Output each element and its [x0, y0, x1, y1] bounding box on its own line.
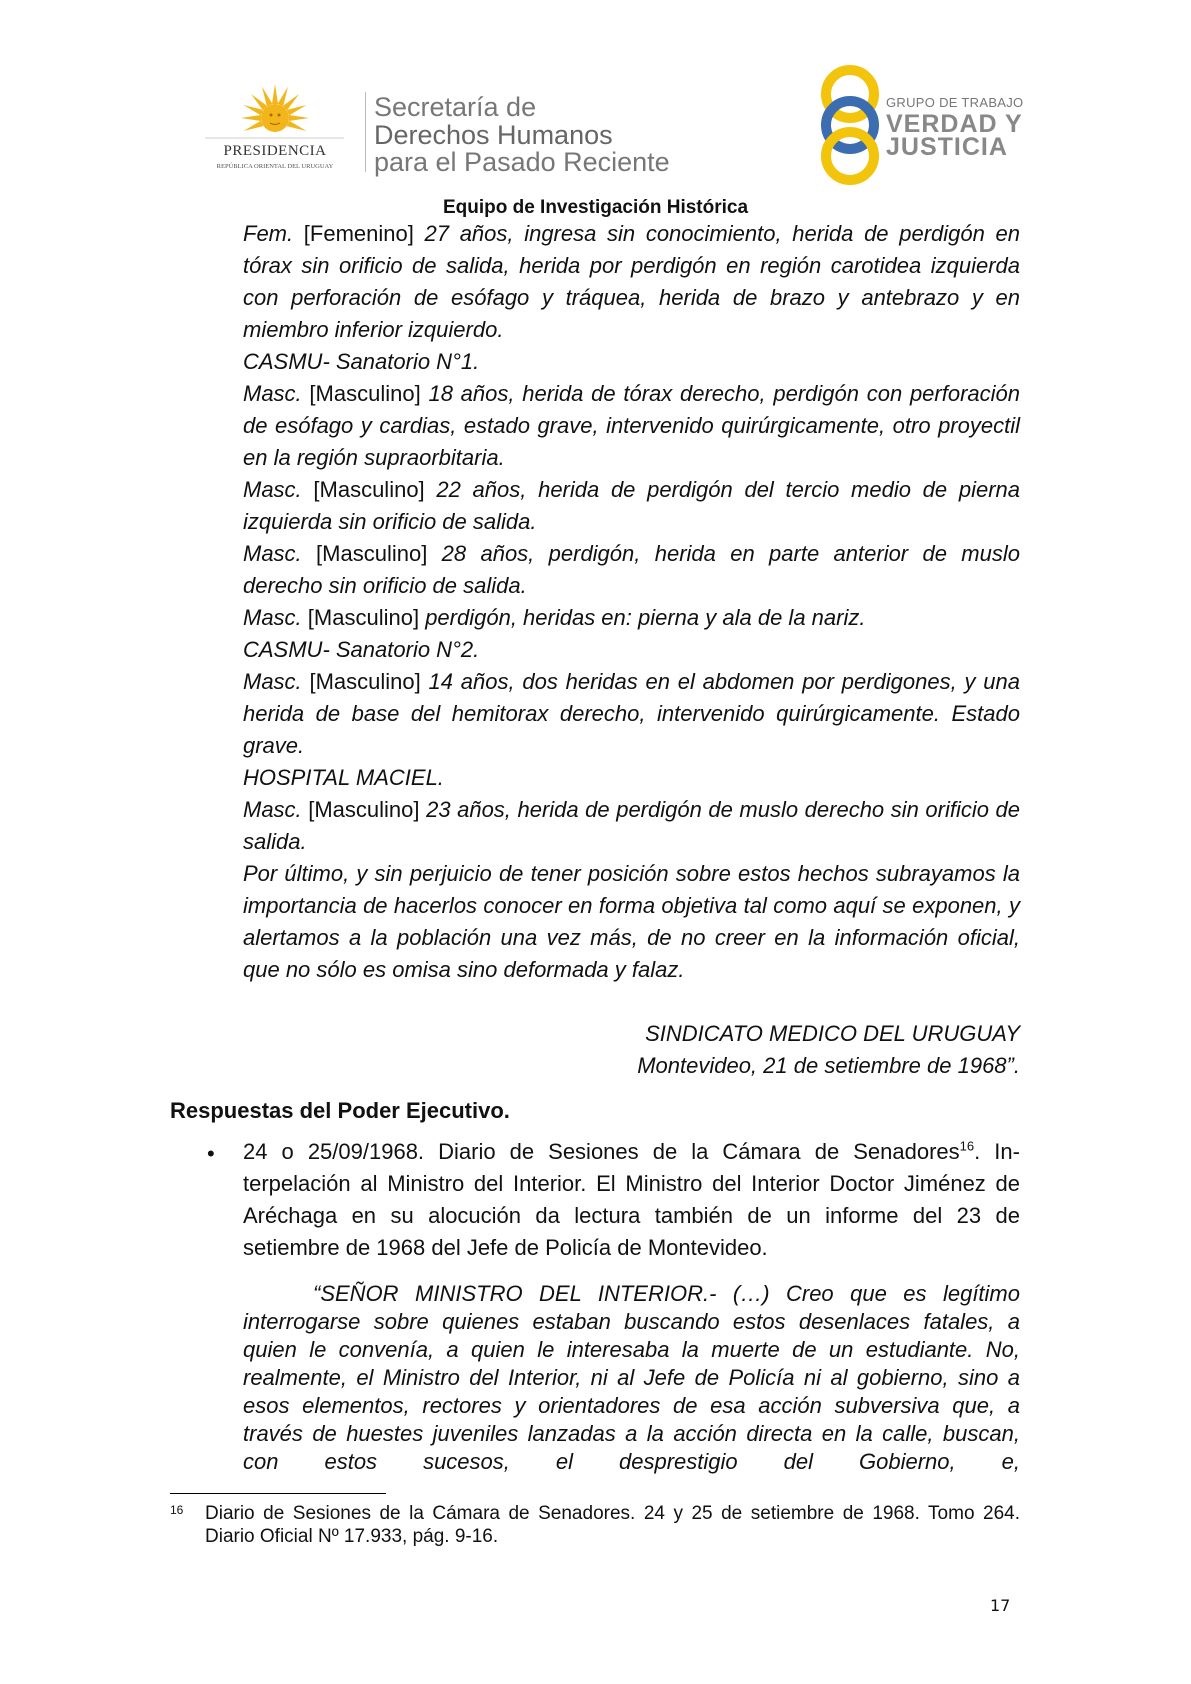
paragraph-masc-28	[243, 538, 1020, 602]
secretaria-line-2: Derechos Humanos	[374, 120, 613, 150]
footnote-text: Diario de Sesiones de la Cámara de Senadores. 24 y 25 de setiembre de 1968. Tomo 264. Diario Oficial Nº 17.933, pág. 9-16.	[205, 1503, 1020, 1547]
footnote-ref[interactable]: 16	[959, 1138, 975, 1154]
lead-masc: Masc.	[243, 541, 302, 566]
text-masc: 22 años, herida de perdigón del tercio medio de pierna izquierda sin orificio de salida.	[243, 477, 1020, 534]
bullet-text: 24 o 25/09/1968. Diario de Sesiones de la Cámara de Senadores	[243, 1139, 960, 1164]
text-fem: 27 años, ingresa sin conocimiento, herida de perdigón en tórax sin orificio de salida, herida por perdigón en región carotidea izquierda con perforación de esófago y tráquea, herida de brazo y antebrazo y en miembro inferior izquierdo.	[243, 221, 1020, 342]
hospital-maciel-heading: HOSPITAL MACIEL.	[243, 765, 444, 790]
quote-block	[243, 1280, 1020, 1476]
rings-logo-icon	[808, 64, 893, 186]
presidencia-label: PRESIDENCIA	[223, 143, 327, 159]
bullet-item	[243, 1136, 1020, 1264]
bracket-masc: [Masculino]	[301, 669, 429, 694]
paragraph-masc-perdigon	[243, 602, 1020, 634]
text-masc: 14 años, dos heridas en el abdomen por perdigones, y una herida de base del hemitorax derecho, intervenido quirúrgicamente. Estado grave.	[243, 669, 1020, 758]
grupo-line-3: JUSTICIA	[886, 133, 1008, 161]
lead-masc: Masc.	[243, 669, 302, 694]
lead-masc: Masc.	[243, 605, 302, 630]
bracket-masc: [Masculino]	[301, 381, 429, 406]
signature-date: Montevideo, 21 de setiembre de 1968”.	[637, 1053, 1020, 1078]
footnote-number: 16	[170, 1503, 184, 1517]
bullet-text-cont: . In-terpelación al Ministro del Interior. El Ministro del Interior Doctor Jiménez de Aréchaga en su alocución da lectura también de un informe del 23 de setiembre de 1968 del Jefe de Policía de Montevideo.	[243, 1139, 1020, 1260]
bracket-fem: [Femenino]	[293, 221, 425, 246]
lead-masc: Masc.	[243, 477, 302, 502]
team-title: Equipo de Investigación Histórica	[442, 197, 749, 218]
quote-text: “SEÑOR MINISTRO DEL INTERIOR.- (…) Creo que es legítimo interrogarse sobre quienes estaban buscando estos desenlaces fatales, a quien le convenía, a quien le interesaba la muerte de un estudiante. No, realmente, el Ministro del Interior, ni al Jefe de Policía ni al gobierno, sino a esos elementos, rectores y orientadores de esa acción subversiva que, a través de huestes juveniles lanzadas a la acción directa en la calle, buscan, con estos sucesos, el desprestigio del Gobierno, e,	[243, 1281, 1020, 1474]
grupo-line-1: GRUPO DE TRABAJO	[886, 95, 1024, 110]
text-masc: 23 años, herida de perdigón de muslo derecho sin orificio de salida.	[243, 797, 1020, 854]
text-masc: perdigón, heridas en: pierna y ala de la nariz.	[425, 605, 866, 630]
presidencia-sub-label: REPÚBLICA ORIENTAL DEL URUGUAY	[216, 163, 334, 170]
footnote-rule	[170, 1493, 386, 1494]
casmu-1-heading: CASMU- Sanatorio N°1.	[243, 349, 480, 374]
header-divider	[365, 92, 366, 172]
text-masc: 18 años, herida de tórax derecho, perdigón con perforación de esófago y cardias, estado grave, intervenido quirúrgicamente, otro proyectil en la región supraorbitaria.	[243, 381, 1021, 470]
bracket-masc: [Masculino]	[301, 477, 437, 502]
paragraph-fem	[243, 218, 1020, 346]
paragraph-masc-22	[243, 474, 1020, 538]
paragraph-masc-14	[243, 666, 1020, 762]
paragraph-masc-23	[243, 794, 1020, 858]
signature-organization: SINDICATO MEDICO DEL URUGUAY	[645, 1021, 1020, 1046]
secretaria-line-3: para el Pasado Reciente	[374, 147, 670, 177]
grupo-line-2: VERDAD Y	[886, 110, 1023, 138]
casmu-2-heading: CASMU- Sanatorio N°2.	[243, 637, 480, 662]
page-number: 17	[990, 1596, 1011, 1615]
section-heading: Respuestas del Poder Ejecutivo.	[170, 1098, 510, 1123]
bullet-marker: •	[207, 1141, 215, 1166]
lead-masc: Masc.	[243, 381, 302, 406]
paragraph-conclusion: Por último, y sin perjuicio de tener posición sobre estos hechos subrayamos la importancia de hacerlos conocer en forma objetiva tal como aquí se exponen, y alertamos a la población una vez más, de no creer en la información oficial, que no sólo es omisa sino deformada y falaz.	[243, 861, 1020, 982]
bracket-masc: [Masculino]	[301, 605, 426, 630]
paragraph-masc-18	[243, 378, 1020, 474]
text-masc: 28 años, perdigón, herida en parte anterior de muslo derecho sin orificio de salida.	[243, 541, 1020, 598]
bracket-masc: [Masculino]	[301, 797, 427, 822]
bracket-masc: [Masculino]	[301, 541, 442, 566]
lead-fem: Fem.	[243, 221, 294, 246]
lead-masc: Masc.	[243, 797, 302, 822]
secretaria-line-1: Secretaría de	[374, 92, 537, 122]
